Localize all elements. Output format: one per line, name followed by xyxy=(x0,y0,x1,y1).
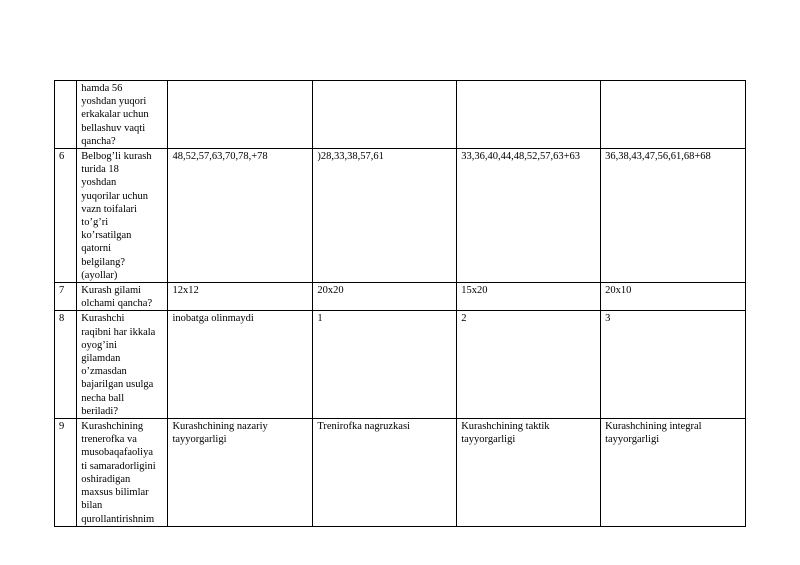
quiz-table xyxy=(54,80,746,527)
question-line: to’g’ri xyxy=(81,217,109,229)
question-line: Belbog’li kurash xyxy=(81,151,152,163)
question-line: belgilang? xyxy=(81,256,126,268)
question-line: raqibni har ikkala xyxy=(81,326,156,338)
question-line: bajarilgan usulga xyxy=(81,379,154,391)
question-line: qurollantirishnim xyxy=(81,513,155,525)
answer-option-c: 33,36,40,44,48,52,57,63+63 xyxy=(457,149,601,283)
question-line: yuqorilar uchun xyxy=(81,190,149,202)
table-row xyxy=(55,311,746,419)
table-row xyxy=(55,419,746,527)
question-number xyxy=(55,81,77,149)
question-line: oshiradigan xyxy=(81,473,131,485)
question-line: yoshdan xyxy=(81,177,117,189)
question-line: qancha? xyxy=(81,135,116,147)
table-row xyxy=(55,81,746,149)
question-line: trenerofka va xyxy=(81,434,137,446)
question-line: Kurashchining xyxy=(81,421,144,433)
quiz-table-body xyxy=(55,81,746,527)
question-line: vazn toifalari xyxy=(81,203,137,215)
question-line: (ayollar) xyxy=(81,269,118,281)
question-text xyxy=(77,149,168,283)
answer-option-b xyxy=(313,81,457,149)
question-line: Kurash gilami xyxy=(81,285,142,297)
answer-option-b: Trenirofka nagruzkasi xyxy=(313,419,457,527)
answer-option-c xyxy=(457,81,601,149)
answer-option-d xyxy=(601,81,746,149)
answer-option-a: 48,52,57,63,70,78,+78 xyxy=(168,149,313,283)
answer-option-b: 20x20 xyxy=(313,283,457,311)
answer-option-b: 1 xyxy=(313,311,457,419)
question-line: maxsus bilimlar xyxy=(81,487,149,499)
question-line: necha ball xyxy=(81,392,125,404)
question-text xyxy=(77,283,168,311)
question-line: musobaqafaoliya xyxy=(81,447,154,459)
question-text xyxy=(77,81,168,149)
question-text xyxy=(77,311,168,419)
question-line: qatorni xyxy=(81,243,112,255)
question-line: bellashuv vaqti xyxy=(81,122,146,134)
question-line: bilan xyxy=(81,500,103,512)
question-line: erkakalar uchun xyxy=(81,109,149,121)
answer-option-d: 20x10 xyxy=(601,283,746,311)
question-line: beriladi? xyxy=(81,405,119,417)
table-row xyxy=(55,283,746,311)
answer-option-a: 12x12 xyxy=(168,283,313,311)
question-line: yoshdan yuqori xyxy=(81,96,147,108)
table-row xyxy=(55,149,746,283)
question-line: oyog’ini xyxy=(81,339,117,351)
question-line: Kurashchi xyxy=(81,313,125,325)
answer-option-a: Kurashchining nazariy tayyorgarligi xyxy=(168,419,313,527)
question-number: 7 xyxy=(55,283,77,311)
question-line: hamda 56 xyxy=(81,83,123,94)
question-line: ko’rsatilgan xyxy=(81,230,132,242)
answer-option-d: 3 xyxy=(601,311,746,419)
answer-option-c: Kurashchining taktik tayyorgarligi xyxy=(457,419,601,527)
question-text xyxy=(77,419,168,527)
answer-option-d: Kurashchining integral tayyorgarligi xyxy=(601,419,746,527)
question-number: 6 xyxy=(55,149,77,283)
question-line: turida 18 xyxy=(81,164,119,176)
answer-option-c: 2 xyxy=(457,311,601,419)
question-line: olchami qancha? xyxy=(81,298,153,310)
question-number: 8 xyxy=(55,311,77,419)
question-line: o’zmasdan xyxy=(81,366,127,378)
answer-option-c: 15x20 xyxy=(457,283,601,311)
question-number: 9 xyxy=(55,419,77,527)
question-line: ti samaradorligini xyxy=(81,460,156,472)
answer-option-d: 36,38,43,47,56,61,68+68 xyxy=(601,149,746,283)
answer-option-b: )28,33,38,57,61 xyxy=(313,149,457,283)
answer-option-a: inobatga olinmaydi xyxy=(168,311,313,419)
answer-option-a xyxy=(168,81,313,149)
question-line: gilamdan xyxy=(81,353,121,365)
